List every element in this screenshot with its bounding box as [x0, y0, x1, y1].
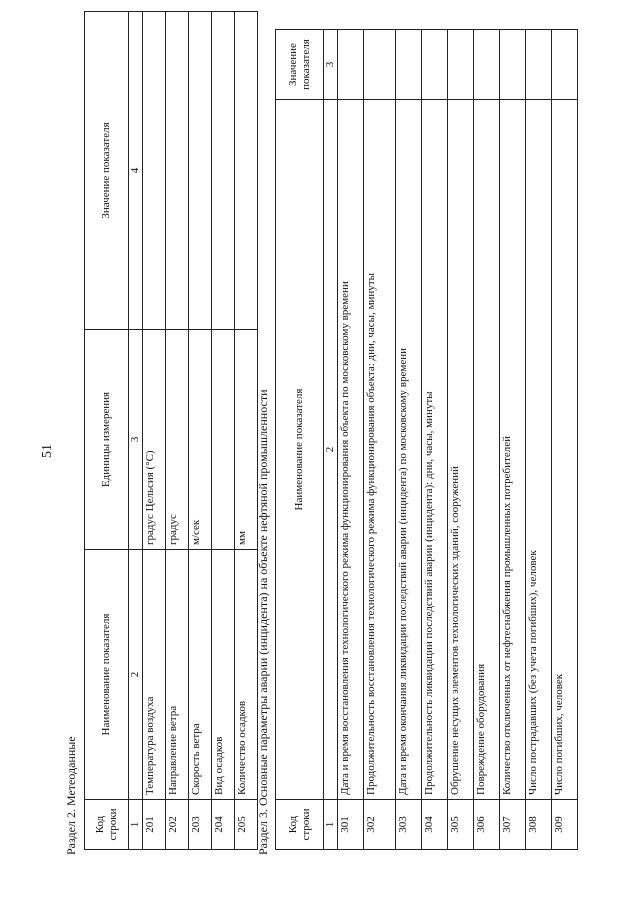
- section2-caption: Раздел 2. Метеоданные: [64, 736, 78, 855]
- table-row: [338, 30, 364, 850]
- section3-table-wrapper: [275, 29, 578, 850]
- row-name: Дата и время восстановления технологического режима функционирования объекта по московскому времени: [338, 100, 364, 800]
- page-number: 51: [40, 444, 55, 458]
- row-code: 302: [364, 800, 396, 850]
- row-name: Число погибших, человек: [552, 100, 578, 800]
- row-value[interactable]: [396, 30, 422, 100]
- row-name: Количество осадков: [235, 550, 258, 800]
- table-row: [166, 12, 189, 850]
- row-unit: м/сек: [189, 330, 212, 550]
- row-value[interactable]: [235, 12, 258, 330]
- header-code: Код строки: [85, 800, 129, 850]
- header-value: Значение показателя: [276, 30, 324, 100]
- table-row: [189, 12, 212, 850]
- table-row: [448, 30, 474, 850]
- row-value[interactable]: [474, 30, 500, 100]
- row-code: 203: [189, 800, 212, 850]
- table-row: [552, 30, 578, 850]
- table-row: [235, 12, 258, 850]
- row-unit: [212, 330, 235, 550]
- row-name: Температура воздуха: [143, 550, 166, 800]
- row-name: Продолжительность восстановления технологического режима функционирования объекта: дни, часы, минуты: [364, 100, 396, 800]
- row-code: 306: [474, 800, 500, 850]
- header-unit: Единицы измерения: [85, 330, 129, 550]
- table-row: [474, 30, 500, 850]
- row-code: 303: [396, 800, 422, 850]
- row-name: Количество отключенных от нефтеснабжения промышленных потребителей: [500, 100, 526, 800]
- column-number-row: [324, 30, 338, 850]
- table-row: [526, 30, 552, 850]
- row-value[interactable]: [212, 12, 235, 330]
- row-value[interactable]: [500, 30, 526, 100]
- row-unit: градус Цельсия (°C): [143, 330, 166, 550]
- row-code: 304: [422, 800, 448, 850]
- column-number: 2: [129, 550, 143, 800]
- table-row: [500, 30, 526, 850]
- column-number: 3: [129, 330, 143, 550]
- header-code: Код строки: [276, 800, 324, 850]
- row-value[interactable]: [552, 30, 578, 100]
- row-code: 309: [552, 800, 578, 850]
- section2-table-wrapper: [84, 11, 258, 850]
- row-code: 301: [338, 800, 364, 850]
- row-value[interactable]: [364, 30, 396, 100]
- table-row: [143, 12, 166, 850]
- column-number: 2: [324, 100, 338, 800]
- row-value[interactable]: [143, 12, 166, 330]
- row-name: Продолжительность ликвидации последствий аварии (инцидента): дни, часы, минуты: [422, 100, 448, 800]
- row-code: 201: [143, 800, 166, 850]
- row-value[interactable]: [526, 30, 552, 100]
- row-value[interactable]: [422, 30, 448, 100]
- row-code: 308: [526, 800, 552, 850]
- row-code: 307: [500, 800, 526, 850]
- row-name: Число пострадавших (без учета погибших), человек: [526, 100, 552, 800]
- header-value: Значение показателя: [85, 12, 129, 330]
- row-value[interactable]: [166, 12, 189, 330]
- column-number-row: [129, 12, 143, 850]
- row-value[interactable]: [448, 30, 474, 100]
- header-name: Наименование показателя: [85, 550, 129, 800]
- row-code: 204: [212, 800, 235, 850]
- row-name: Направление ветра: [166, 550, 189, 800]
- row-name: Вид осадков: [212, 550, 235, 800]
- column-number: 4: [129, 12, 143, 330]
- row-name: Обрушение несущих элементов технологических зданий, сооружений: [448, 100, 474, 800]
- column-number: 1: [324, 800, 338, 850]
- row-unit: мм: [235, 330, 258, 550]
- table-header-row: [276, 30, 324, 850]
- table-row: [422, 30, 448, 850]
- table-header-row: [85, 12, 129, 850]
- section3-caption: Раздел 3. Основные параметры аварии (инцидента) на объекте нефтяной промышленности: [256, 389, 270, 855]
- column-number: 3: [324, 30, 338, 100]
- row-code: 305: [448, 800, 474, 850]
- table-row: [212, 12, 235, 850]
- row-name: Дата и время окончания ликвидации последствий аварии (инцидента) по московскому времени: [396, 100, 422, 800]
- row-code: 202: [166, 800, 189, 850]
- section3-table: [275, 29, 578, 850]
- row-name: Повреждение оборудования: [474, 100, 500, 800]
- table-row: [396, 30, 422, 850]
- row-code: 205: [235, 800, 258, 850]
- header-name: Наименование показателя: [276, 100, 324, 800]
- row-name: Скорость ветра: [189, 550, 212, 800]
- row-value[interactable]: [338, 30, 364, 100]
- column-number: 1: [129, 800, 143, 850]
- table-row: [364, 30, 396, 850]
- row-value[interactable]: [189, 12, 212, 330]
- section2-table: [84, 11, 258, 850]
- row-unit: градус: [166, 330, 189, 550]
